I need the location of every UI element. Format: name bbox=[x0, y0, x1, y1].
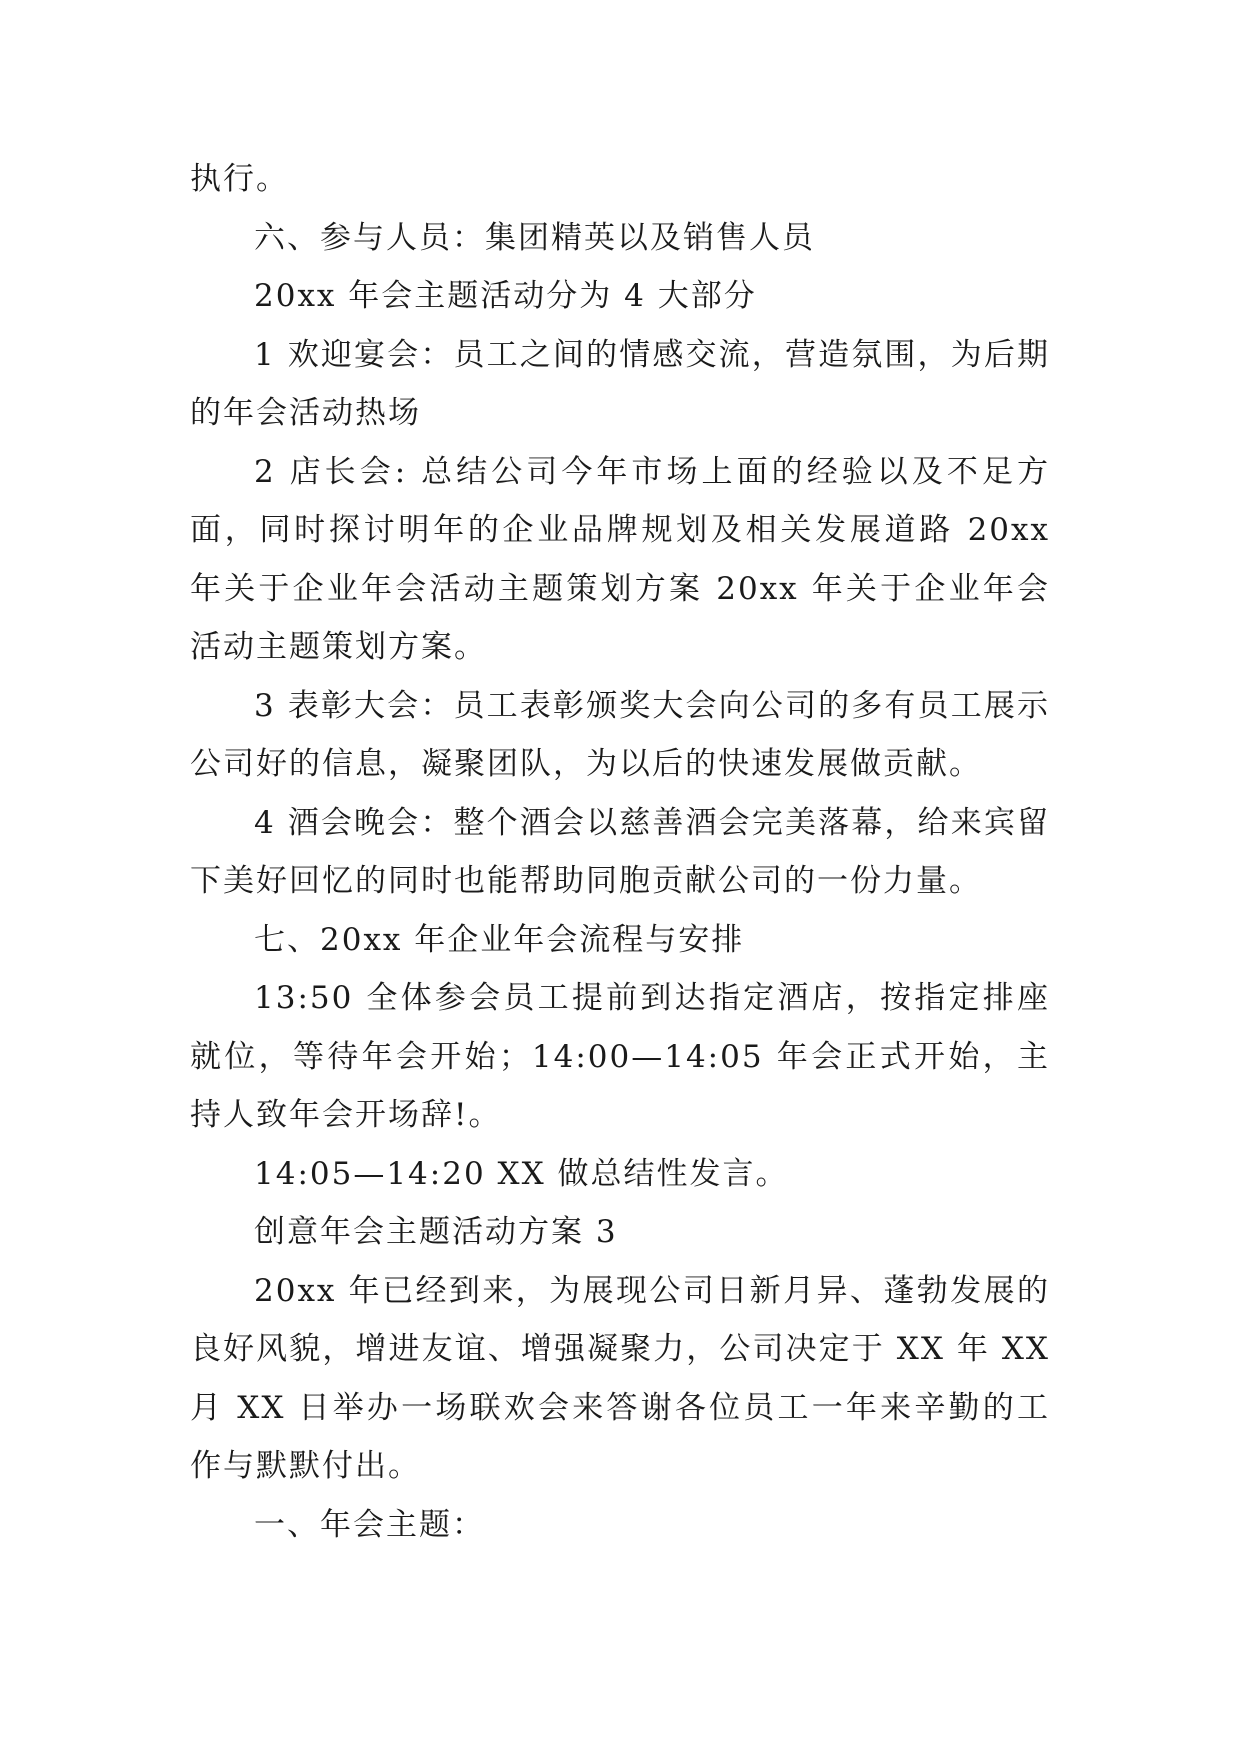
paragraph: 13:50 全体参会员工提前到达指定酒店，按指定排座就位，等待年会开始；14:00—14:05 年会正式开始，主持人致年会开场辞!。 bbox=[190, 980, 1050, 1133]
paragraph: 14:05—14:20 XX 做总结性发言。 bbox=[254, 1155, 789, 1192]
section-heading: 一、年会主题： bbox=[254, 1506, 485, 1543]
paragraph: 六、参与人员：集团精英以及销售人员 bbox=[254, 219, 815, 256]
paragraph: 2 店长会: 总结公司今年市场上面的经验以及不足方面，同时探讨明年的企业品牌规划及相关发展道路 20xx 年关于企业年会活动主题策划方案 20xx 年关于企业年会活动主题策划方案。 bbox=[190, 453, 1050, 665]
paragraph: 1 欢迎宴会：员工之间的情感交流，营造氛围，为后期的年会活动热场 bbox=[190, 336, 1050, 431]
section-heading: 七、20xx 年企业年会流程与安排 bbox=[254, 921, 745, 958]
section-heading: 创意年会主题活动方案 3 bbox=[254, 1214, 618, 1250]
paragraph: 4 酒会晚会：整个酒会以慈善酒会完美落幕，给来宾留下美好回忆的同时也能帮助同胞贡献公司的一份力量。 bbox=[190, 804, 1050, 899]
paragraph: 20xx 年会主题活动分为 4 大部分 bbox=[254, 278, 757, 314]
paragraph: 20xx 年已经到来，为展现公司日新月异、蓬勃发展的良好风貌，增进友谊、增强凝聚力，公司决定于 XX 年 XX 月 XX 日举办一场联欢会来答谢各位员工一年来辛勤的工作与默默付出。 bbox=[190, 1272, 1050, 1484]
paragraph: 3 表彰大会：员工表彰颁奖大会向公司的多有员工展示公司好的信息，凝聚团队，为以后的快速发展做贡献。 bbox=[190, 687, 1050, 782]
document-body bbox=[190, 150, 1050, 1554]
paragraph: 执行。 bbox=[190, 161, 289, 197]
